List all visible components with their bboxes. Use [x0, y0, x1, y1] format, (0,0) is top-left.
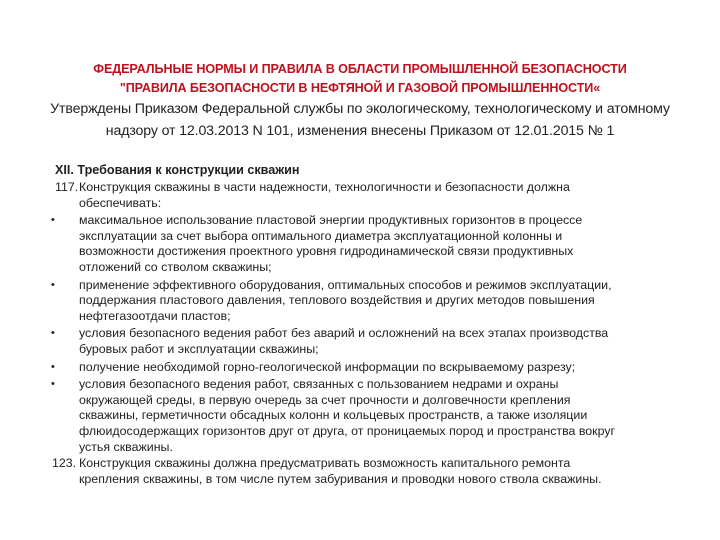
list-item-line: применение эффективного оборудования, оптимальных способов и режимов эксплуатации, — [79, 277, 612, 292]
document-subtitle-line-2: надзору от 12.03.2013 N 101, изменения внесены Приказом от 12.01.2015 № 1 — [105, 123, 615, 139]
list-item-line: поддержания пластового давления, теплового воздействия и других методов повышения — [79, 293, 595, 308]
clause-number: 123. — [52, 456, 77, 471]
list-item — [0, 213, 720, 275]
bullet-icon: • — [51, 378, 55, 391]
list-item — [0, 278, 720, 325]
list-item-line: максимальное использование пластовой энергии продуктивных горизонтов в процессе — [79, 213, 583, 228]
clause-117 — [0, 180, 720, 211]
clause-text-line: крепления скважины, в том числе путем забуривания и проводки нового ствола скважины. — [79, 471, 602, 486]
document-title-line-1: ФЕДЕРАЛЬНЫЕ НОРМЫ И ПРАВИЛА В ОБЛАСТИ ПРОМЫШЛЕННОЙ БЕЗОПАСНОСТИ — [93, 62, 627, 76]
bullet-icon: • — [51, 360, 55, 373]
list-item-line: буровых работ и эксплуатации скважины; — [79, 341, 319, 356]
list-item — [0, 326, 720, 357]
clause-text-line: Конструкция скважины в части надежности, технологичности и безопасности должна — [79, 180, 570, 194]
clause-text-line: обеспечивать: — [79, 195, 162, 210]
list-item-line: устья скважины. — [79, 439, 173, 454]
document-subtitle-line-1: Утверждены Приказом Федеральной службы по экологическому, технологическому и атомному — [50, 101, 670, 117]
clause-number: 117. — [55, 180, 79, 194]
list-item-line: условия безопасного ведения работ, связанных с пользованием недрами и охраны — [79, 377, 559, 392]
document-title-line-2: "ПРАВИЛА БЕЗОПАСНОСТИ В НЕФТЯНОЙ И ГАЗОВОЙ ПРОМЫШЛЕННОСТИ« — [119, 81, 601, 95]
clause-text-line: Конструкция скважины должна предусматривать возможность капитального ремонта — [79, 456, 571, 471]
bullet-icon: • — [51, 278, 55, 291]
list-item-line: скважины, герметичности обсадных колонн и кольцевых пространств, а также изоляции — [79, 408, 588, 423]
list-item — [0, 377, 720, 455]
bullet-icon: • — [51, 327, 55, 340]
list-item-line: отложений со стволом скважины; — [79, 259, 272, 274]
list-item — [0, 360, 720, 376]
list-item-line: получение необходимой горно-геологической информации по вскрываемому разрезу; — [79, 359, 576, 374]
list-item-line: нефтегазоотдачи пластов; — [79, 308, 231, 323]
clause-123 — [0, 456, 720, 487]
section-heading: XII. Требования к конструкции скважин — [55, 163, 300, 177]
bullet-icon: • — [51, 214, 55, 227]
list-item-line: возможности достижения проектного уровня гидродинамической связи продуктивных — [79, 244, 574, 259]
list-item-line: эксплуатации за счет выбора оптимального диаметра эксплуатационной колонны и — [79, 228, 563, 243]
list-item-line: окружающей среды, в первую очередь за счет прочности и долговечности крепления — [79, 392, 571, 407]
list-item-line: условия безопасного ведения работ без аварий и осложнений на всех этапах производства — [79, 326, 609, 341]
document-body — [0, 162, 720, 487]
list-item-line: флюидосодержащих горизонтов друг от друга, от проницаемых пород и пространства вокруг — [79, 423, 616, 438]
document-header — [0, 60, 720, 142]
